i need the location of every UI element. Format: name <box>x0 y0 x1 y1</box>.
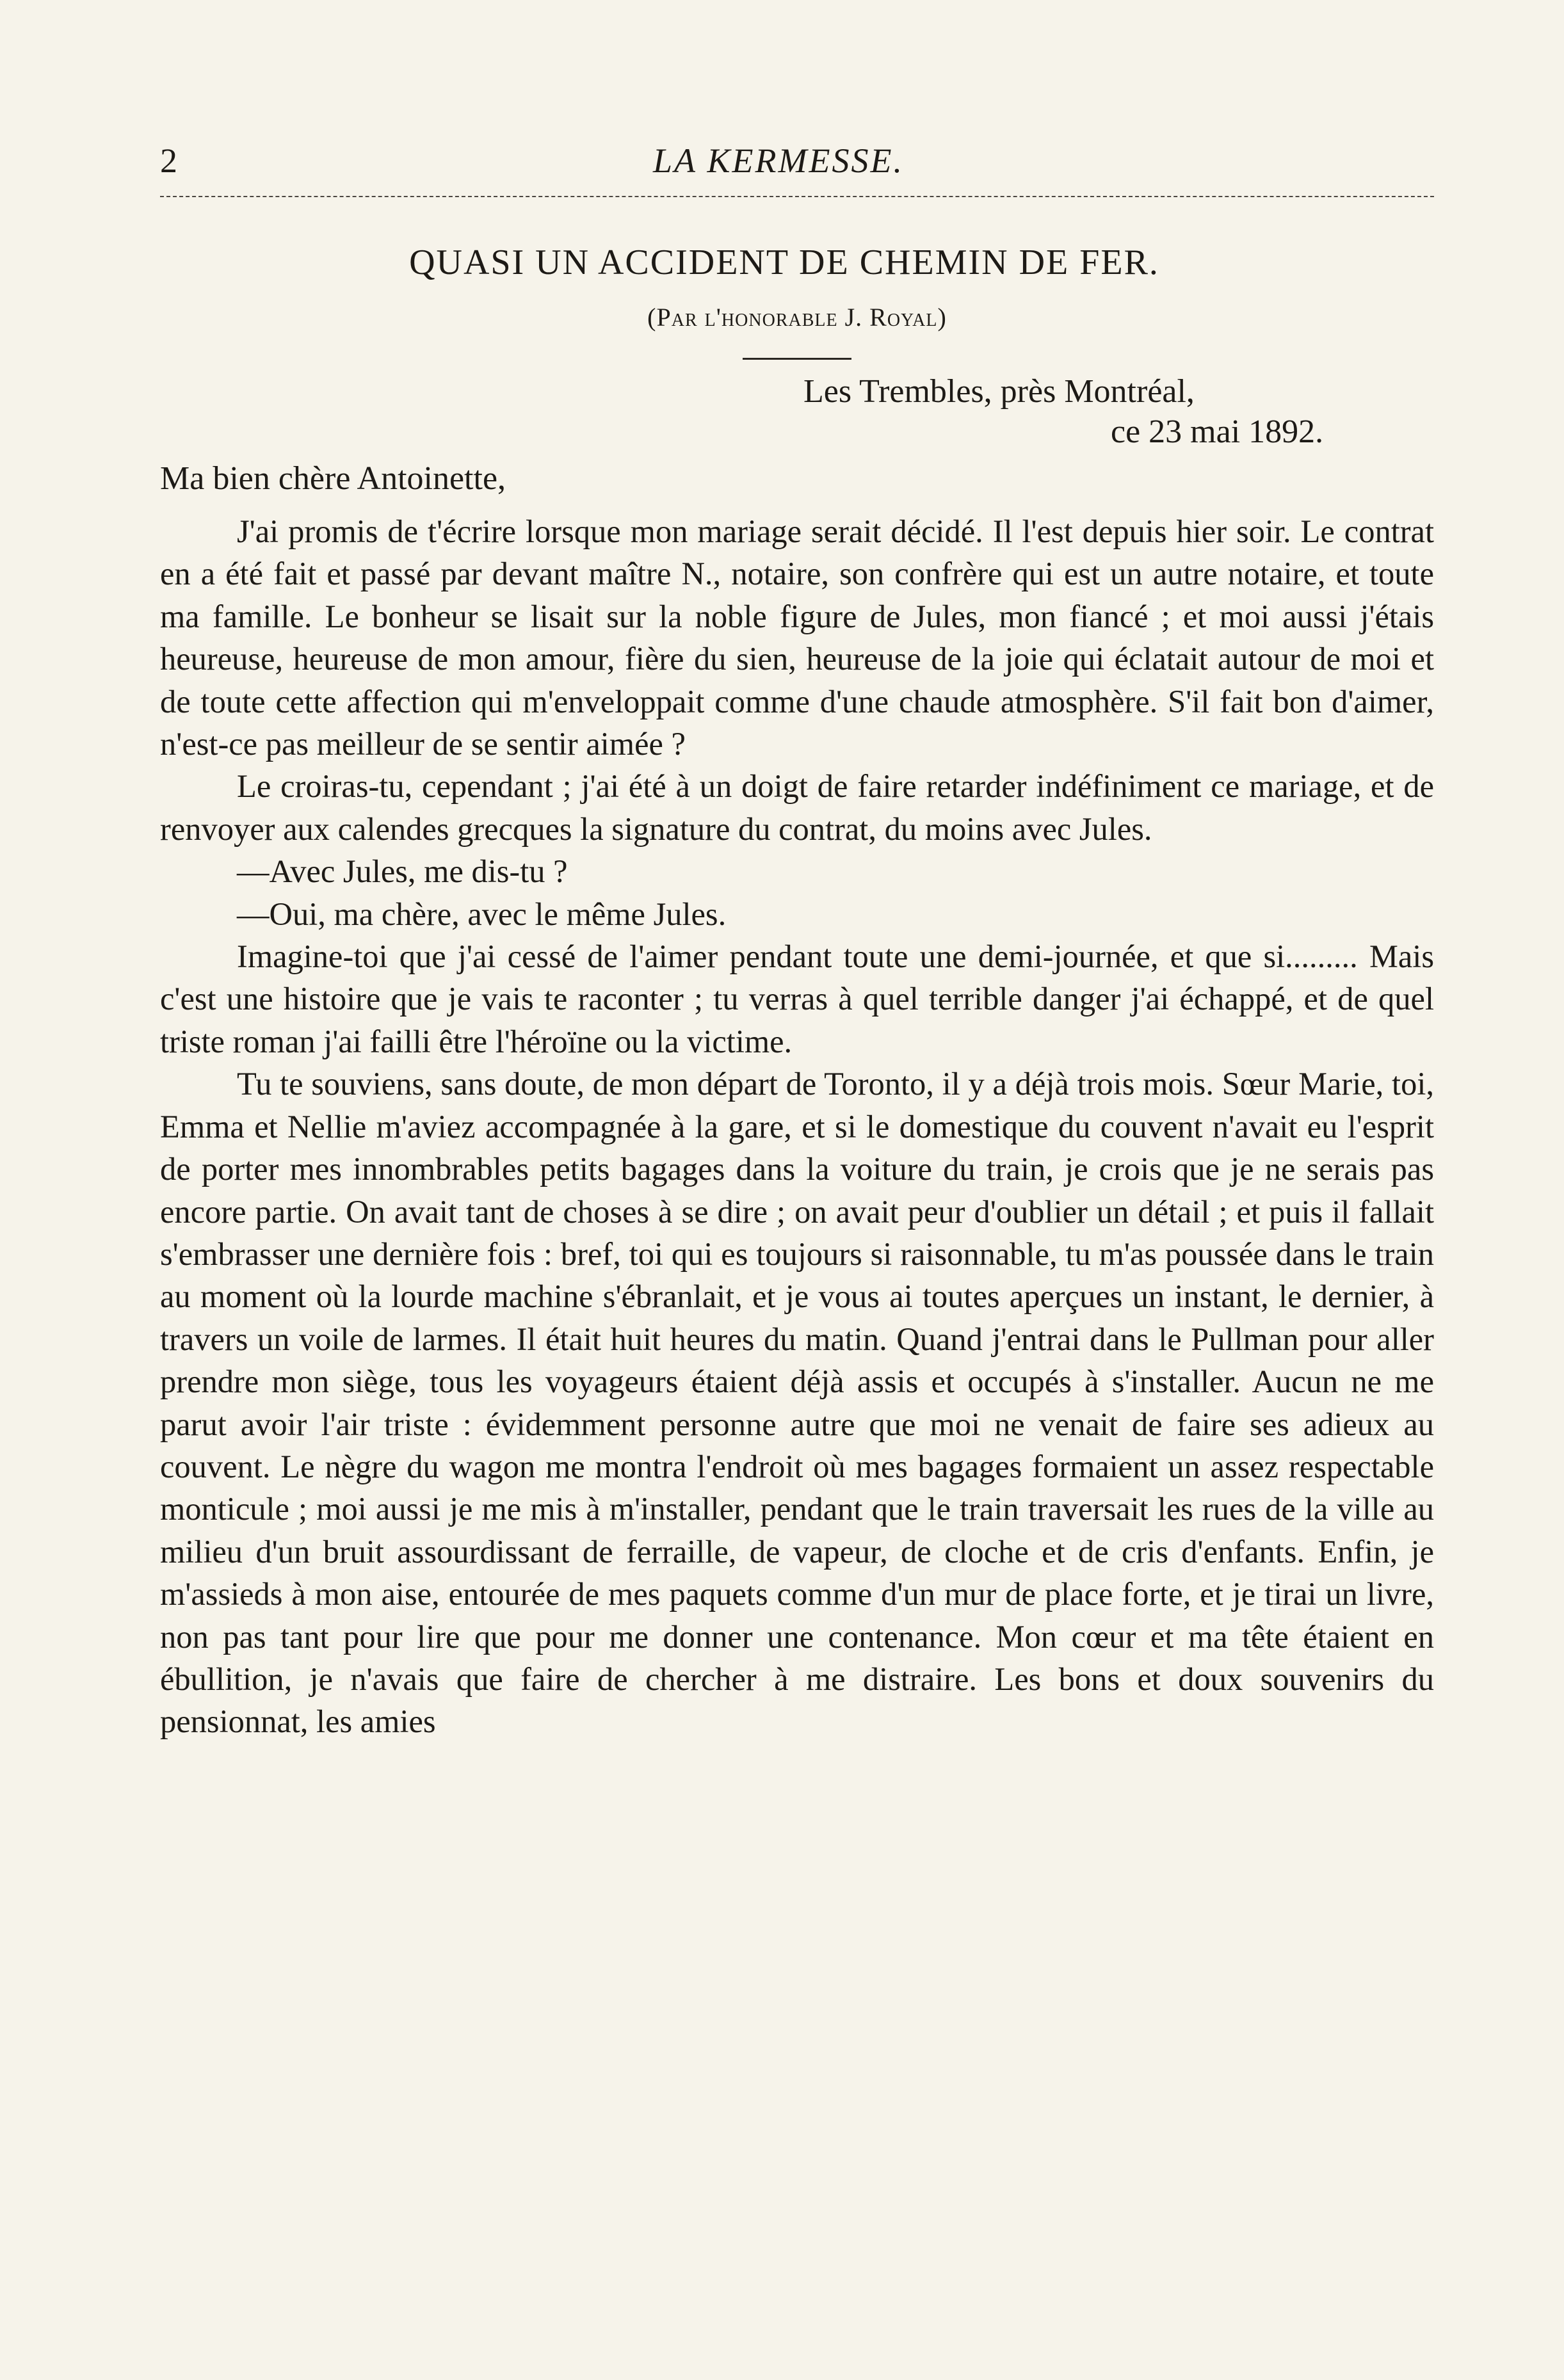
dateline-date: ce 23 mai 1892. <box>1111 414 1324 450</box>
paragraph: Le croiras-tu, cependant ; j'ai été à un doigt de faire retarder indéfiniment ce mariage, et de renvoyer aux calendes grecques la signature du contrat, du moins avec Jules. <box>160 768 1434 847</box>
dateline-place: Les Trembles, près Montréal, <box>803 373 1195 410</box>
dialog-line: —Oui, ma chère, avec le même Jules. <box>237 896 727 932</box>
paragraph: Tu te souviens, sans doute, de mon départ de Toronto, il y a déjà trois mois. Sœur Marie, toi, Emma et Nellie m'aviez accompagnée à la gare, et si le domestique du couvent n'avait eu l'esprit de porter mes innombrables petits bagages dans la voiture du train, je crois que je ne serais pas encore partie. On avait tant de choses à se dire ; on avait peur d'oublier un détail ; et puis il fallait s'embrasser une dernière fois : bref, toi qui es toujours si raisonnable, tu m'as poussée dans le train au moment où la lourde machine s'ébranlait, et je vous ai toutes aperçues un instant, le dernier, à travers un voile de larmes. Il était huit heures du matin. Quand j'entrai dans le Pullman pour aller prendre mon siège, tous les voyageurs étaient déjà assis et occupés à s'installer. Aucun ne me parut avoir l'air triste : évidemment personne autre que moi ne venait de faire ses adieux au couvent. Le nègre du wagon me montra l'endroit où mes bagages formaient un assez respectable monticule ; moi aussi je me mis à m'installer, pendant que le train traversait les rues de la ville au milieu d'un bruit assourdissant de ferraille, de vapeur, de cloche et de cris d'enfants. Enfin, je m'assieds à mon aise, entourée de mes paquets comme d'un mur de place forte, et je tirai un livre, non pas tant pour lire que pour me donner une contenance. Mon cœur et ma tête étaient en ébullition, je n'avais que faire de chercher à me distraire. Les bons et doux souvenirs du pensionnat, les amies <box>160 1066 1434 1740</box>
article-byline: (Par l'honorable J. Royal) <box>647 303 947 332</box>
paragraph: Imagine-toi que j'ai cessé de l'aimer pendant toute une demi-journée, et que si......... Mais c'est une histoire que je vais te raconter ; tu verras à quel terrible danger j'ai échappé, et de quel triste roman j'ai failli être l'héroïne ou la victime. <box>160 938 1434 1059</box>
journal-title: LA KERMESSE. <box>653 141 904 180</box>
title-divider <box>743 358 851 360</box>
salutation: Ma bien chère Antoinette, <box>160 460 506 497</box>
running-head <box>160 134 1434 192</box>
article-body <box>160 510 1434 1743</box>
paragraph: J'ai promis de t'écrire lorsque mon mariage serait décidé. Il l'est depuis hier soir. Le contrat en a été fait et passé par devant maître N., notaire, son confrère qui est un autre notaire, et toute ma famille. Le bonheur se lisait sur la noble figure de Jules, mon fiancé ; et moi aussi j'étais heureuse, heureuse de mon amour, fière du sien, heureuse de la joie qui éclatait autour de moi et de toute cette affection qui m'enveloppait comme d'une chaude atmosphère. S'il fait bon d'aimer, n'est-ce pas meilleur de se sentir aimée ? <box>160 513 1434 762</box>
dialog-line: —Avec Jules, me dis-tu ? <box>237 853 568 890</box>
book-page <box>160 134 1434 1743</box>
article-title: QUASI UN ACCIDENT DE CHEMIN DE FER. <box>409 243 1159 282</box>
header-divider <box>160 196 1434 197</box>
page-number: 2 <box>160 141 177 180</box>
